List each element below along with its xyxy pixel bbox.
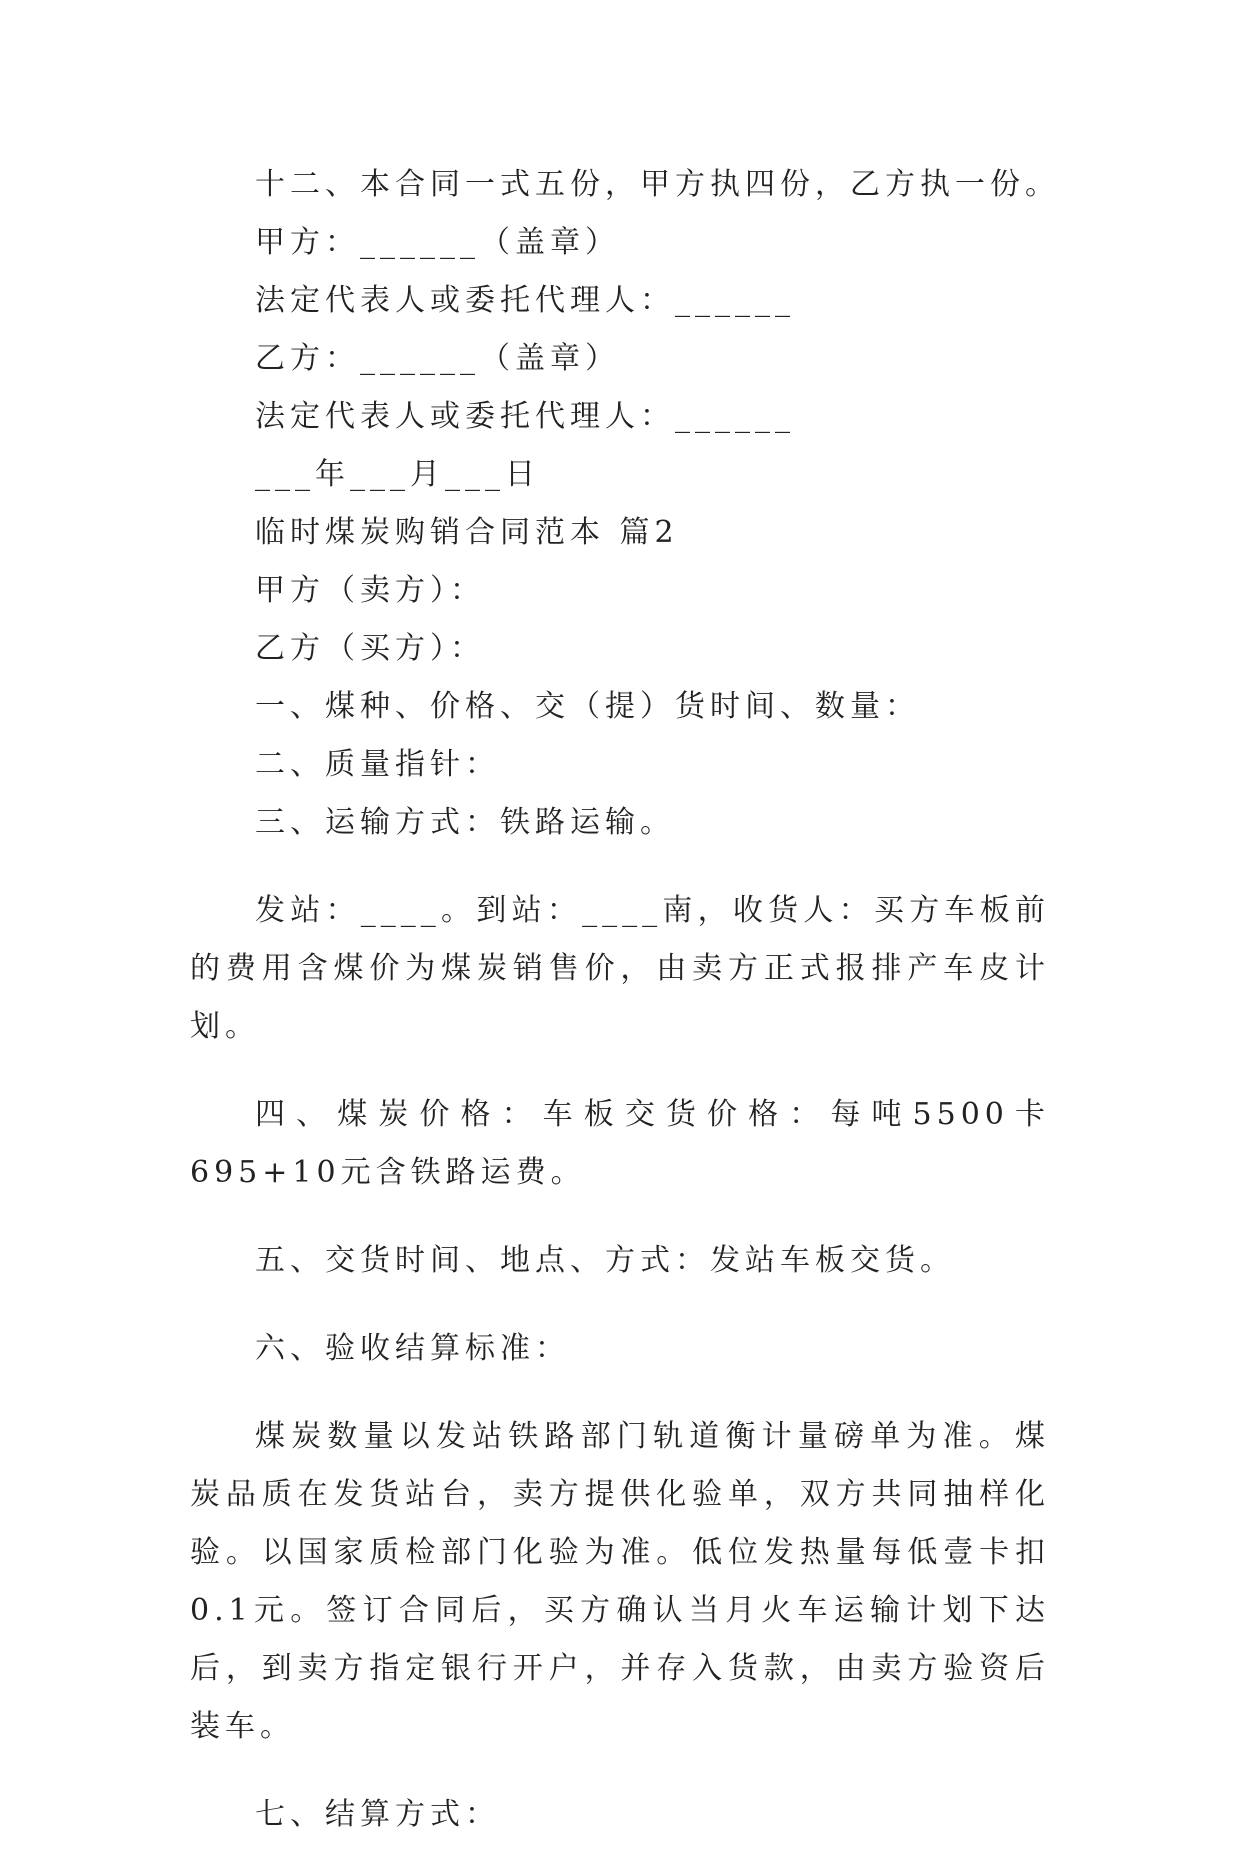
clause-2: 二、质量指针： [255,747,500,782]
clause-5: 五、交货时间、地点、方式：发站车板交货。 [255,1243,955,1278]
seller-line: 甲方（卖方）： [255,573,485,608]
party-b-seal-line: 乙方：______（盖章） [255,341,620,376]
clause-3: 三、运输方式：铁路运输。 [255,805,675,840]
party-a-representative-line: 法定代表人或委托代理人：______ [255,283,795,318]
clause-6: 六、验收结算标准： [255,1331,570,1366]
clause-4: 四、煤炭价格：车板交货价格：每吨5500卡695+10元含铁路运费。 [190,1097,1050,1190]
clause-1: 一、煤种、价格、交（提）货时间、数量： [255,689,920,724]
party-b-representative-line: 法定代表人或委托代理人：______ [255,399,795,434]
document-body [190,156,1060,1874]
clause-12: 十二、本合同一式五份，甲方执四份，乙方执一份。 [255,167,1060,202]
buyer-line: 乙方（买方）： [255,631,485,666]
settlement-paragraph: 煤炭数量以发站铁路部门轨道衡计量磅单为准。煤炭品质在发货站台，卖方提供化验单，双方共同抽样化验。以国家质检部门化验为准。低位发热量每低壹卡扣0.1元。签订合同后，买方确认当月火车运输计划下达后，到卖方指定银行开户，并存入货款，由卖方验资后装车。 [190,1419,1050,1744]
clause-7: 七、结算方式： [255,1797,500,1832]
party-a-seal-line: 甲方：______（盖章） [255,225,620,260]
section-title: 临时煤炭购销合同范本 篇2 [255,515,679,550]
transport-paragraph: 发站：____。到站：____南，收货人：买方车板前的费用含煤价为煤炭销售价，由卖方正式报排产车皮计划。 [190,893,1050,1044]
date-line: ___年___月___日 [255,457,540,492]
